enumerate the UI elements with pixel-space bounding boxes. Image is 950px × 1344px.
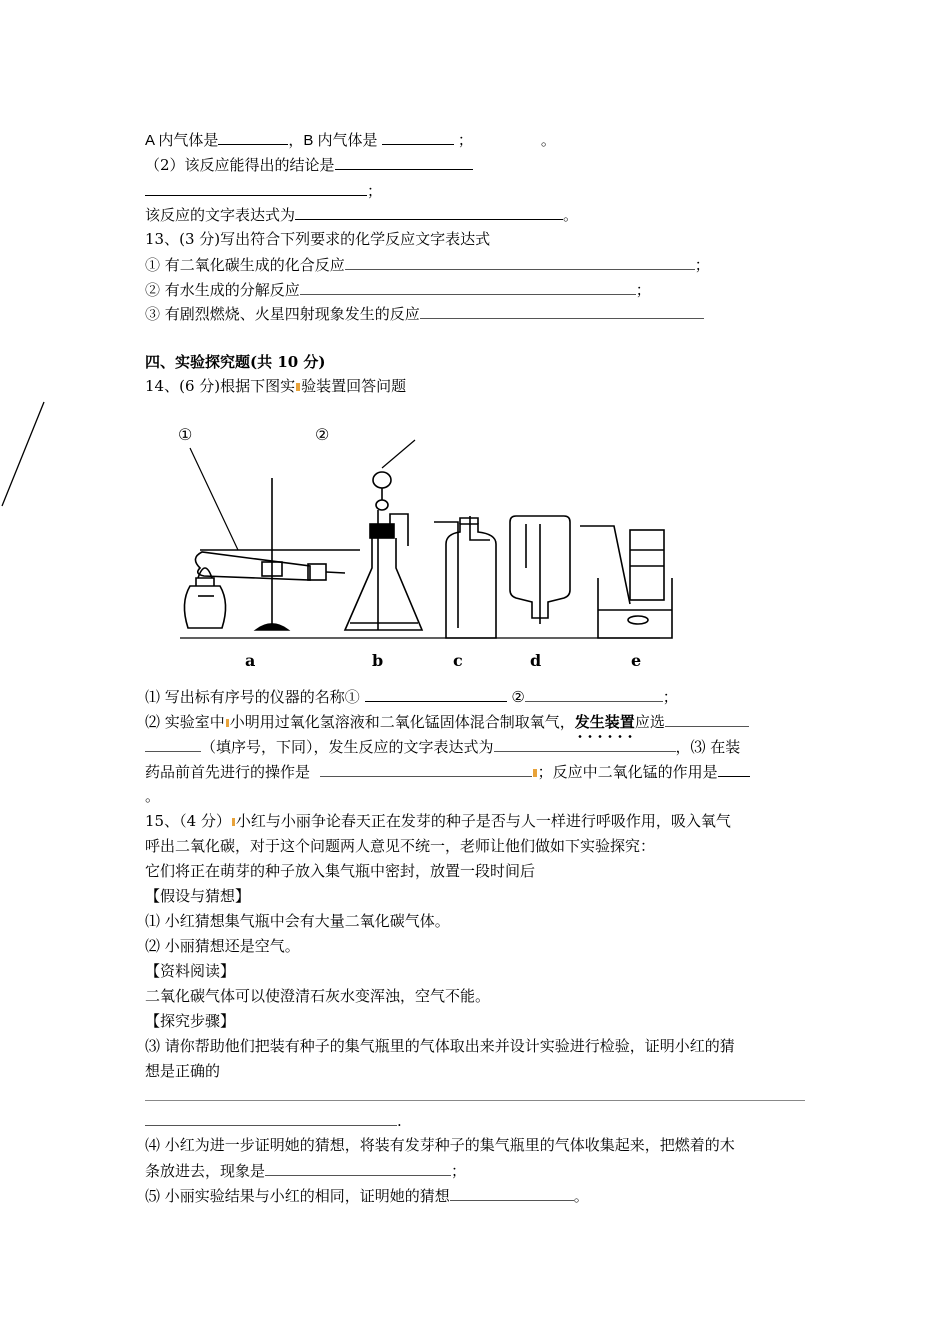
q14-part2: [145, 711, 749, 732]
marker-dot: [533, 769, 537, 777]
q15-title: [145, 811, 731, 831]
marker-dot: [296, 383, 300, 391]
q12-b-blank[interactable]: [382, 129, 454, 145]
section4-heading: 四、实验探究题(共 10 分): [145, 353, 326, 371]
q15-title-a: 15、（4 分）: [145, 812, 231, 830]
q14-part4: [145, 761, 750, 782]
q15-step3a: ⑶ 请你帮助他们把装有种子的集气瓶里的气体取出来并设计实验进行检验，证明小红的猜: [145, 1037, 735, 1055]
q12-b-label: ，B 内气体是: [288, 132, 378, 149]
q15-step5: [145, 1185, 589, 1206]
q14-part3: [145, 736, 740, 757]
q12-expression-blank[interactable]: [295, 204, 563, 220]
callout-2-line: [382, 440, 415, 468]
q13-item2: [145, 279, 651, 300]
apparatus-a: [180, 478, 660, 638]
q14-part2-c: 应选: [634, 713, 665, 731]
q14-part3-a: （填序号，下同），发生反应的文字表达式为: [201, 738, 494, 756]
q14-part5: 。: [145, 787, 161, 805]
q14-part4-b: ；反应中二氧化锰的作用是: [537, 763, 718, 781]
q15-heading-reading: 【资料阅读】: [145, 962, 236, 980]
q14-instrument1-blank[interactable]: [365, 686, 507, 702]
q14-part2-emphasis: [575, 713, 635, 731]
q12-conclusion-blank[interactable]: [335, 154, 473, 170]
marker-dot: [232, 818, 235, 826]
q14-instrument2-blank[interactable]: [525, 686, 663, 702]
q14-reaction-blank[interactable]: [494, 736, 676, 752]
q14-part2-emph-text: 发生装置: [574, 713, 635, 731]
q14-part1-label: ⑴ 写出标有序号的仪器的名称①: [145, 688, 360, 706]
apparatus-figure: [160, 418, 680, 673]
q14-apparatus-blank2[interactable]: [145, 736, 201, 752]
q13-item1: [145, 254, 710, 275]
q15-guess-blank[interactable]: [450, 1185, 574, 1201]
q12-expression-label: 该反应的文字表达式为: [145, 206, 296, 224]
q15-step3-end: .: [397, 1112, 402, 1130]
q12-a-blank[interactable]: [218, 129, 288, 145]
q12-a-label: A 内气体是: [145, 132, 219, 149]
q13-title: 13、(3 分)写出符合下列要求的化学反应文字表达式: [145, 230, 491, 248]
q13-item2-blank[interactable]: [300, 279, 636, 295]
apparatus-e: [580, 526, 672, 638]
q12-semi2: ；: [367, 182, 383, 200]
q15-reading: 二氧化碳气体可以使澄清石灰水变浑浊，空气不能。: [145, 987, 491, 1005]
margin-stroke: [0, 400, 50, 510]
q12-conclusion-label: （2）该反应能得出的结论是: [145, 156, 335, 174]
callout-1: ①: [178, 425, 193, 444]
q15-step2: ⑵ 小丽猜想还是空气。: [145, 937, 300, 955]
q14-part1-mid: ②: [511, 688, 525, 706]
q15-line2: 呼出二氧化碳，对于这个问题两人意见不统一，老师让他们做如下实验探究：: [145, 837, 656, 855]
q12-period2: 。: [563, 206, 579, 224]
q15-step3b: 想是正确的: [145, 1062, 221, 1080]
q14-part2-a: ⑵ 实验室中: [145, 713, 225, 731]
q14-operation-blank[interactable]: [320, 761, 532, 777]
label-a: a: [245, 651, 256, 670]
q13-item2-end: ；: [635, 281, 651, 299]
q12-semi: ；: [457, 132, 473, 149]
q12-conclusion-line: [145, 154, 473, 175]
q13-item1-label: ① 有二氧化碳生成的化合反应: [145, 256, 345, 274]
q13-item1-blank[interactable]: [345, 254, 695, 270]
q12-conclusion-blank2[interactable]: [145, 180, 367, 196]
q14-part1: [145, 686, 678, 707]
q14-part4-a: 药品前首先进行的操作是: [145, 763, 311, 781]
callout-2: ②: [315, 425, 330, 444]
apparatus-c: [434, 516, 496, 638]
q14-part1-end: ；: [662, 688, 678, 706]
q14-catalyst-blank[interactable]: [718, 761, 750, 777]
q15-heading-steps: 【探究步骤】: [145, 1012, 236, 1030]
q15-step3-answer-line2: [145, 1110, 402, 1131]
label-b: b: [372, 651, 384, 670]
q14-title: [145, 376, 406, 396]
q12-conclusion-line2: [145, 180, 382, 201]
q15-heading-hypothesis: 【假设与猜想】: [145, 887, 251, 905]
q15-phenomenon-blank[interactable]: [265, 1160, 451, 1176]
q13-item2-label: ② 有水生成的分解反应: [145, 281, 300, 299]
label-d: d: [530, 651, 542, 670]
q13-item3: [145, 303, 704, 324]
callout-1-line: [190, 448, 238, 550]
q14-title-a: 14、(6 分)根据下图实: [145, 377, 296, 395]
q12-expression-line: [145, 204, 578, 225]
q15-step1: ⑴ 小红猜想集气瓶中会有大量二氧化碳气体。: [145, 912, 450, 930]
q15-step4b-label: 条放进去，现象是: [145, 1162, 266, 1180]
q14-apparatus-blank[interactable]: [665, 711, 749, 727]
q15-step4-end: ；: [451, 1162, 467, 1180]
q13-item1-end: ；: [694, 256, 710, 274]
q15-step4b: [145, 1160, 466, 1181]
q13-item3-blank[interactable]: [420, 303, 704, 319]
apparatus-d: [510, 516, 570, 624]
label-e: e: [631, 651, 642, 670]
q15-step3-blank[interactable]: [145, 1110, 397, 1126]
q12-gas-line: [145, 129, 556, 151]
q14-part3-b: ，⑶ 在装: [675, 738, 741, 756]
q15-step5-label: ⑸ 小丽实验结果与小红的相同，证明她的猜想: [145, 1187, 450, 1205]
q12-period: 。: [540, 132, 556, 149]
apparatus-b: [345, 472, 422, 630]
q15-step4a: ⑷ 小红为进一步证明她的猜想，将装有发芽种子的集气瓶里的气体收集起来，把燃着的木: [145, 1136, 735, 1154]
label-c: c: [453, 651, 463, 670]
q15-title-b: 小红与小丽争论春天正在发芽的种子是否与人一样进行呼吸作用，吸入氧气: [235, 812, 731, 830]
q14-title-b: 验装置回答问题: [301, 377, 407, 395]
q15-step5-end: 。: [573, 1187, 589, 1205]
q15-step3-answer-line[interactable]: [145, 1100, 805, 1101]
q13-item3-label: ③ 有剧烈燃烧、火星四射现象发生的反应: [145, 305, 420, 323]
marker-dot: [226, 719, 229, 727]
q15-line3: 它们将正在萌芽的种子放入集气瓶中密封，放置一段时间后: [145, 862, 536, 880]
q14-part2-b: 小明用过氧化氢溶液和二氧化锰固体混合制取氧气，: [229, 713, 575, 731]
